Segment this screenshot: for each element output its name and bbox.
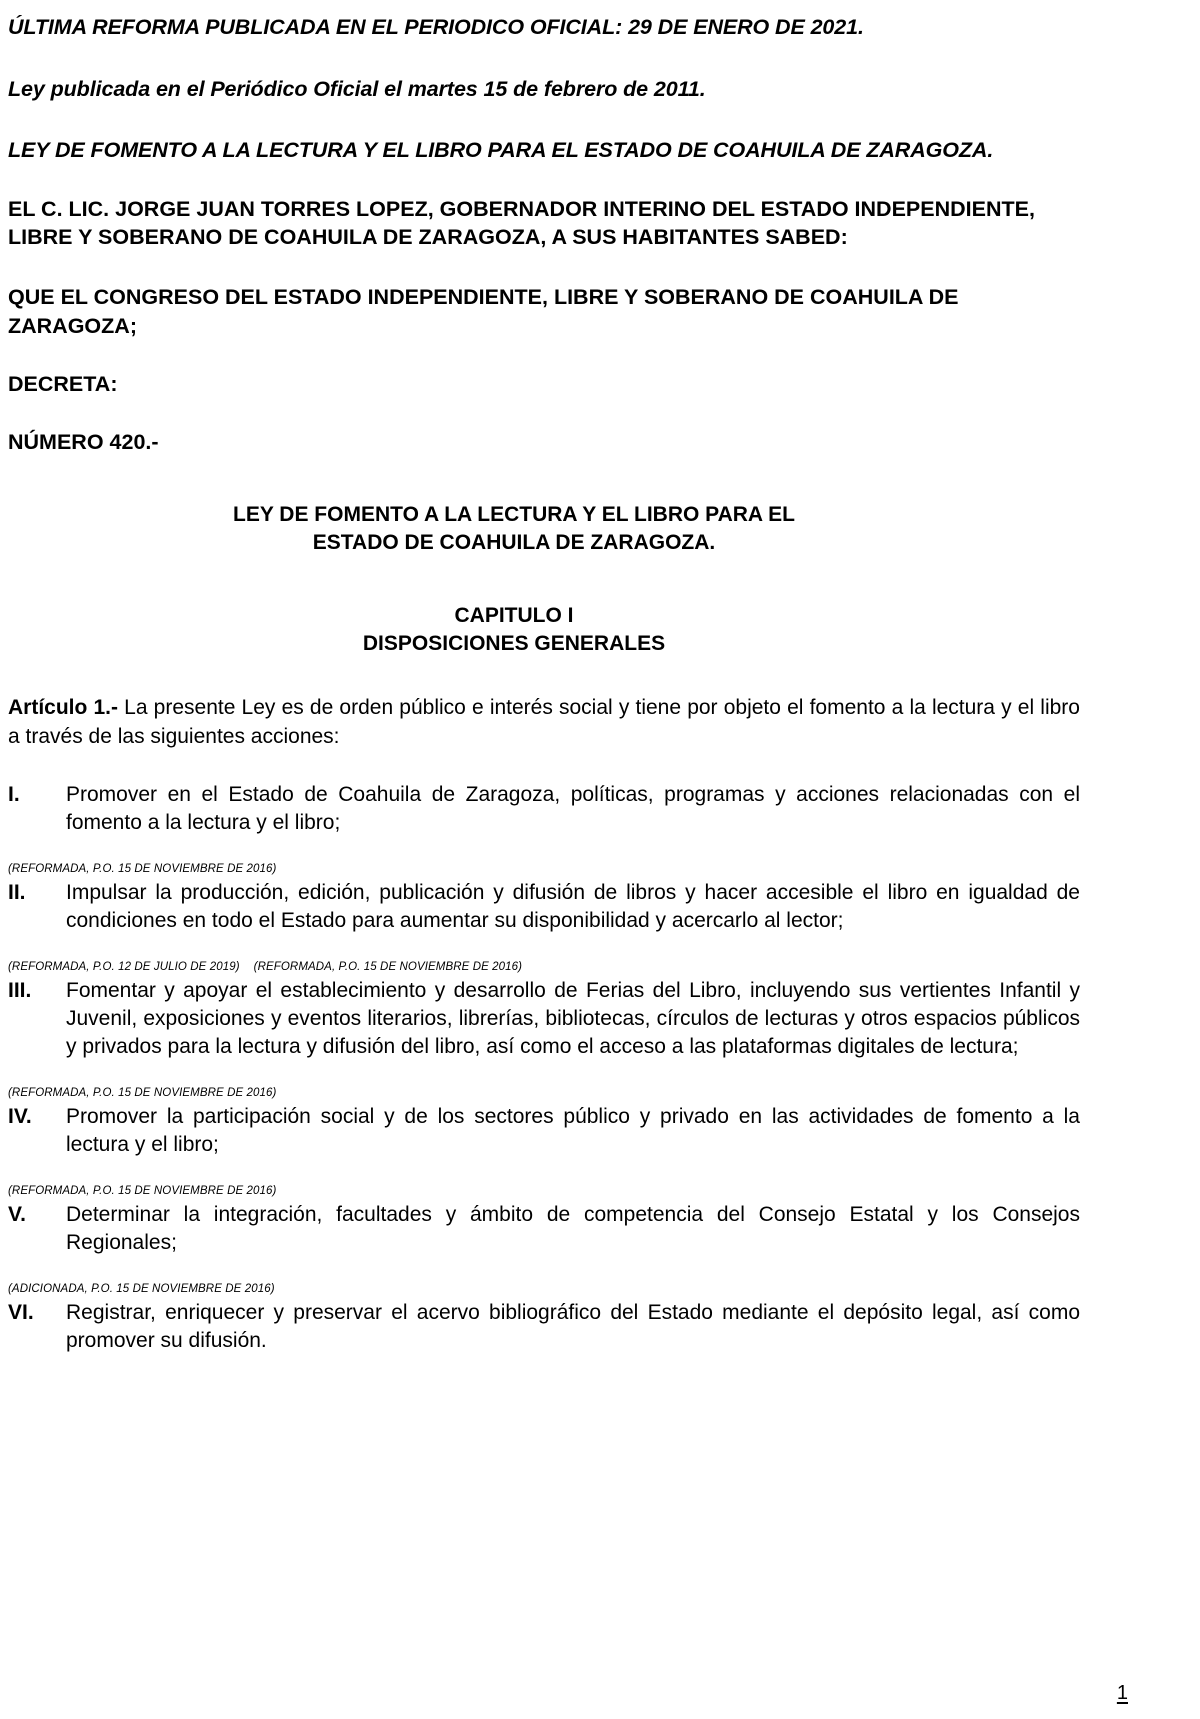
governor-statement: EL C. LIC. JORGE JUAN TORRES LOPEZ, GOBERNADOR INTERINO DEL ESTADO INDEPENDIENTE, LIBRE Y SOBERANO DE COAHUILA DE ZARAGOZA, A SUS HABITANTES SABED: xyxy=(8,196,1035,249)
fraction-text: Promover la participación social y de los sectores público y privado en las actividades de fomento a la lectura y el libro; xyxy=(66,1104,1080,1157)
law-title-line-1: LEY DE FOMENTO A LA LECTURA Y EL LIBRO PARA EL xyxy=(233,503,795,527)
fraction-numeral: V. xyxy=(8,1202,26,1226)
congress-statement xyxy=(8,283,1080,340)
fraction-text: Registrar, enriquecer y preservar el acervo bibliográfico del Estado mediante el depósito legal, así como promover su difusión. xyxy=(66,1301,1080,1353)
fraction-numeral: VI. xyxy=(8,1301,34,1325)
congress-statement-last: ZARAGOZA; xyxy=(8,313,137,338)
reform-annotation-text: (REFORMADA, P.O. 15 DE NOVIEMBRE DE 2016) xyxy=(8,1185,277,1198)
decree-number: NÚMERO 420.- xyxy=(8,430,159,455)
reform-annotation xyxy=(8,1087,1080,1101)
reform-annotation xyxy=(8,961,1080,975)
article-1-label: Artículo 1.- xyxy=(8,696,118,720)
article-1-paragraph xyxy=(8,694,1080,750)
fraction-item xyxy=(8,1201,1080,1257)
fraction-text: Fomentar y apoyar el establecimiento y desarrollo de Ferias del Libro, incluyendo sus vertientes Infantil y Juvenil, exposiciones y eventos literarios, librerías, bibliotecas, círculos de lecturas y otros espacios públicos y privados para la lectura y difusión del libro, así como el acceso a las plataformas digitales de lectura; xyxy=(66,978,1080,1059)
law-title-line-2: ESTADO DE COAHUILA DE ZARAGOZA. xyxy=(312,531,716,555)
fraction-item xyxy=(8,977,1080,1061)
document-body xyxy=(8,14,1080,1355)
law-header-line: LEY DE FOMENTO A LA LECTURA Y EL LIBRO PARA EL ESTADO DE COAHUILA DE ZARAGOZA. xyxy=(8,138,994,163)
chapter-name: DISPOSICIONES GENERALES xyxy=(362,632,666,656)
reform-annotation-text: (ADICIONADA, P.O. 15 DE NOVIEMBRE DE 2016) xyxy=(8,1283,275,1296)
last-reform-line: ÚLTIMA REFORMA PUBLICADA EN EL PERIODICO OFICIAL: 29 DE ENERO DE 2021. xyxy=(8,15,864,39)
fraction-numeral: I. xyxy=(8,782,20,806)
chapter-heading xyxy=(8,602,1080,659)
reform-annotation-text: (REFORMADA, P.O. 15 DE NOVIEMBRE DE 2016) xyxy=(253,960,523,973)
congress-statement-main: QUE EL CONGRESO DEL ESTADO INDEPENDIENTE, LIBRE Y SOBERANO DE COAHUILA DE xyxy=(8,285,959,310)
chapter-number: CAPITULO I xyxy=(454,603,574,627)
fraction-numeral: IV. xyxy=(8,1104,32,1128)
decreta-label: DECRETA: xyxy=(8,372,118,397)
fraction-text: Promover en el Estado de Coahuila de Zaragoza, políticas, programas y acciones relacionadas con el fomento a la lectura y el libro; xyxy=(66,782,1080,834)
reform-annotation xyxy=(8,1283,1080,1297)
law-title xyxy=(8,501,1080,558)
fraction-numeral: III. xyxy=(8,978,32,1002)
article-1-text: La presente Ley es de orden público e interés social y tiene por objeto el fomento a la lectura y el libro a través de las siguientes acciones: xyxy=(8,696,1080,748)
reform-annotation xyxy=(8,1185,1080,1199)
page-number: 1 xyxy=(1116,1682,1128,1704)
reform-annotation-text: (REFORMADA, P.O. 15 DE NOVIEMBRE DE 2016) xyxy=(8,1087,277,1100)
fraction-item xyxy=(8,1103,1080,1159)
reform-annotation-text: (REFORMADA, P.O. 15 DE NOVIEMBRE DE 2016) xyxy=(8,862,277,875)
fraction-numeral: II. xyxy=(8,880,26,904)
reform-annotation xyxy=(8,863,1080,877)
fractions-list xyxy=(8,781,1080,1356)
fraction-text: Impulsar la producción, edición, publicación y difusión de libros y hacer accesible el libro en igualdad de condiciones en todo el Estado para aumentar su disponibilidad y acercarlo al lector; xyxy=(66,880,1080,932)
fraction-item xyxy=(8,1299,1080,1355)
fraction-text: Determinar la integración, facultades y ámbito de competencia del Consejo Estatal y los Consejos Regionales; xyxy=(66,1202,1080,1255)
publication-line: Ley publicada en el Periódico Oficial el martes 15 de febrero de 2011. xyxy=(8,76,706,101)
fraction-item xyxy=(8,781,1080,837)
reform-annotation-text: (REFORMADA, P.O. 12 DE JULIO DE 2019) xyxy=(8,960,240,973)
fraction-item xyxy=(8,879,1080,935)
